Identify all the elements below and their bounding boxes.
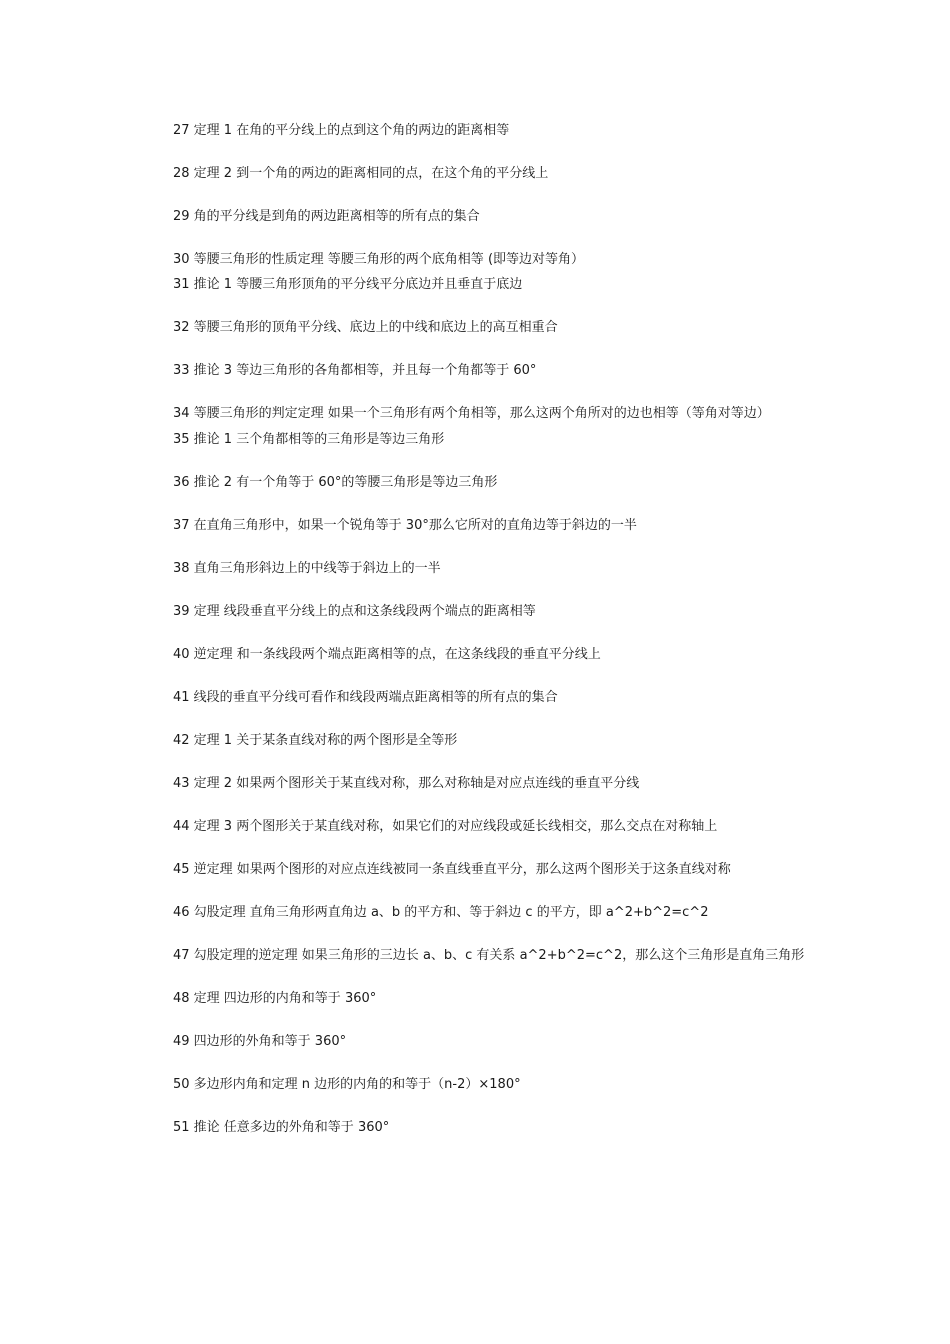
theorem-47: 47 勾股定理的逆定理 如果三角形的三边长 a、b、c 有关系 a^2+b^2=c^2，那么这个三角形是直角三角形	[173, 948, 805, 963]
theorem-50: 50 多边形内角和定理 n 边形的内角的和等于（n-2）×180°	[173, 1077, 521, 1092]
theorem-39: 39 定理 线段垂直平分线上的点和这条线段两个端点的距离相等	[173, 604, 536, 619]
theorem-37: 37 在直角三角形中，如果一个锐角等于 30°那么它所对的直角边等于斜边的一半	[173, 518, 637, 533]
theorem-41: 41 线段的垂直平分线可看作和线段两端点距离相等的所有点的集合	[173, 690, 558, 705]
theorem-49: 49 四边形的外角和等于 360°	[173, 1034, 347, 1049]
theorem-45: 45 逆定理 如果两个图形的对应点连线被同一条直线垂直平分，那么这两个图形关于这条直线对称	[173, 862, 731, 877]
theorem-29: 29 角的平分线是到角的两边距离相等的所有点的集合	[173, 209, 480, 224]
theorem-51: 51 推论 任意多边的外角和等于 360°	[173, 1120, 390, 1135]
theorem-33: 33 推论 3 等边三角形的各角都相等，并且每一个角都等于 60°	[173, 363, 537, 378]
theorem-40: 40 逆定理 和一条线段两个端点距离相等的点，在这条线段的垂直平分线上	[173, 647, 601, 662]
theorem-27: 27 定理 1 在角的平分线上的点到这个角的两边的距离相等	[173, 123, 510, 138]
theorem-43: 43 定理 2 如果两个图形关于某直线对称，那么对称轴是对应点连线的垂直平分线	[173, 776, 640, 791]
theorem-44: 44 定理 3 两个图形关于某直线对称，如果它们的对应线段或延长线相交，那么交点在对称轴上	[173, 819, 718, 834]
theorem-36: 36 推论 2 有一个角等于 60°的等腰三角形是等边三角形	[173, 475, 498, 490]
theorem-42: 42 定理 1 关于某条直线对称的两个图形是全等形	[173, 733, 458, 748]
theorem-35: 35 推论 1 三个角都相等的三角形是等边三角形	[173, 432, 445, 447]
theorem-30: 30 等腰三角形的性质定理 等腰三角形的两个底角相等 (即等边对等角）	[173, 252, 585, 267]
theorem-list	[144, 120, 810, 1160]
theorem-28: 28 定理 2 到一个角的两边的距离相同的点，在这个角的平分线上	[173, 166, 549, 181]
theorem-46: 46 勾股定理 直角三角形两直角边 a、b 的平方和、等于斜边 c 的平方，即 a^2+b^2=c^2	[173, 905, 709, 920]
theorem-38: 38 直角三角形斜边上的中线等于斜边上的一半	[173, 561, 441, 576]
theorem-34: 34 等腰三角形的判定定理 如果一个三角形有两个角相等，那么这两个角所对的边也相等（等角对等边）	[173, 406, 770, 421]
theorem-48: 48 定理 四边形的内角和等于 360°	[173, 991, 377, 1006]
theorem-31: 31 推论 1 等腰三角形顶角的平分线平分底边并且垂直于底边	[173, 277, 523, 292]
theorem-32: 32 等腰三角形的顶角平分线、底边上的中线和底边上的高互相重合	[173, 320, 558, 335]
